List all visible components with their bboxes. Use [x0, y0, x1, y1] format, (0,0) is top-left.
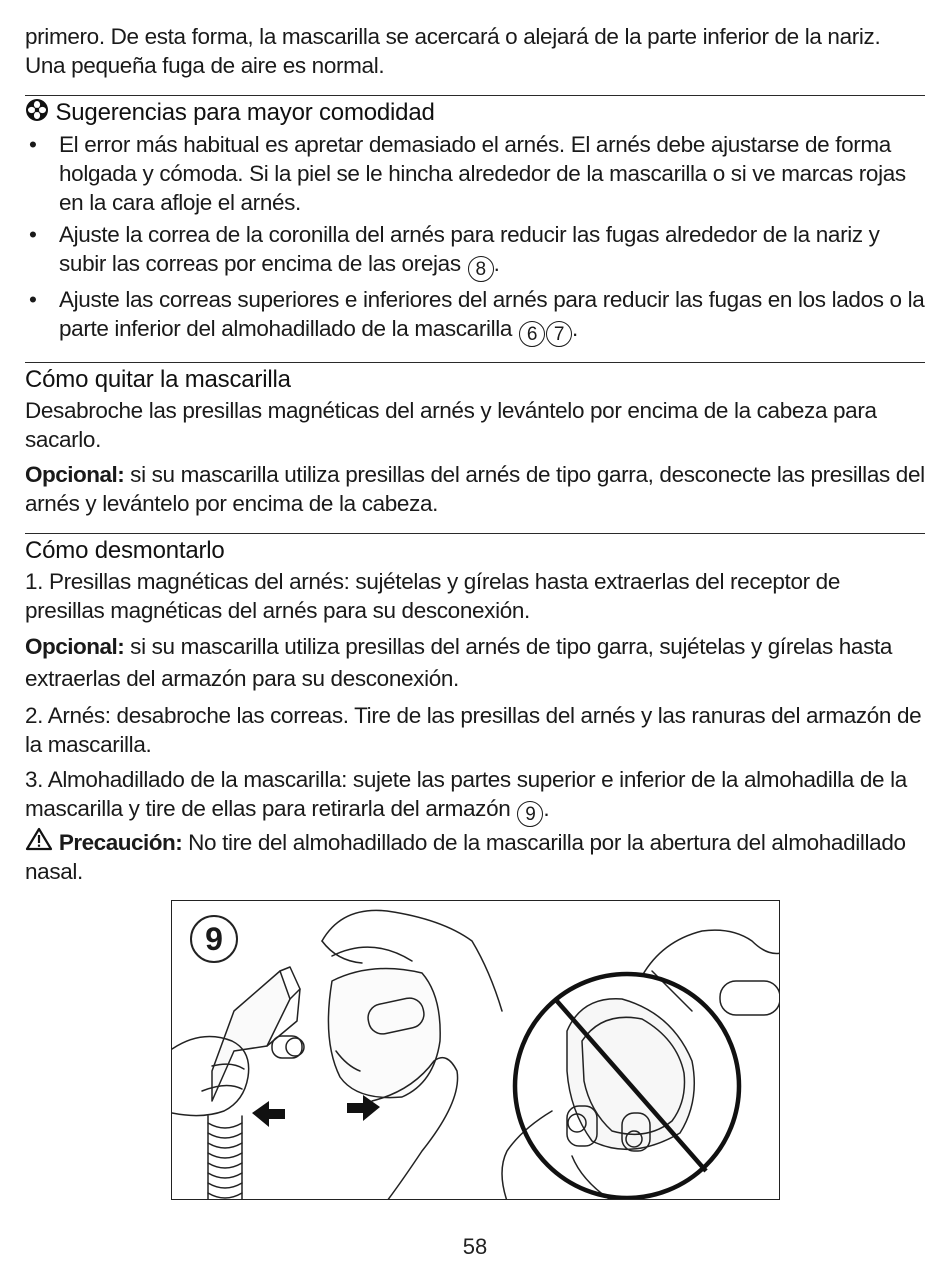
caution: [25, 827, 925, 886]
step-period: .: [543, 796, 550, 821]
intro-paragraph: primero. De esta forma, la mascarilla se acercará o alejará de la parte inferior de la nariz. Una pequeña fuga de aire es normal.: [25, 24, 881, 78]
tip-text-1: El error más habitual es apretar demasiado el arnés. El arnés debe ajustarse de forma holgada y cómoda. Si la piel se le hincha alrededor de la mascarilla o si ve marcas rojas en la cara afloje el arnés.: [59, 132, 906, 215]
page-number: 58: [462, 1234, 488, 1259]
bullet-icon: •: [29, 222, 37, 247]
tip-period: .: [572, 316, 578, 341]
disassemble-optional: [25, 631, 925, 695]
list-item: [25, 220, 925, 282]
step-1: 1. Presillas magnéticas del arnés: sujételas y gírelas hasta extraerlas del receptor de presillas magnéticas del arnés para su desconexión.: [25, 569, 840, 623]
step-3: [25, 765, 925, 827]
caution-text: No tire del almohadillado de la mascarilla por la abertura del almohadillado nasal.: [25, 830, 906, 884]
figure-ref-8: 8: [468, 256, 494, 282]
tips-list: [25, 130, 925, 347]
figure-9-illustration: [171, 900, 780, 1200]
tip-text-2: Ajuste la correa de la coronilla del arnés para reducir las fugas alrededor de la nariz y subir las correas por encima de las orejas: [59, 222, 880, 276]
comfort-icon: [25, 98, 49, 122]
divider: [25, 362, 925, 363]
optional-text: si su mascarilla utiliza presillas del arnés de tipo garra, desconecte las presillas del arnés y levántelo por encima de la cabeza.: [25, 462, 925, 516]
optional-label: Opcional:: [25, 634, 125, 659]
list-item: [25, 130, 925, 217]
warning-icon: [25, 827, 53, 851]
figure-ref-7: 7: [546, 321, 572, 347]
remove-optional: [25, 460, 925, 518]
bullet-icon: •: [29, 287, 37, 312]
divider: [25, 95, 925, 96]
figure-number-badge: 9: [190, 915, 238, 963]
optional-label: Opcional:: [25, 462, 125, 487]
step-2: 2. Arnés: desabroche las correas. Tire de las presillas del arnés y las ranuras del armazón de la mascarilla.: [25, 703, 922, 757]
tips-title: Sugerencias para mayor comodidad: [55, 99, 435, 126]
list-item: [25, 285, 925, 347]
bullet-icon: •: [29, 132, 37, 157]
disassemble-heading: Cómo desmontarlo: [25, 537, 225, 564]
remove-body: Desabroche las presillas magnéticas del arnés y levántelo por encima de la cabeza para sacarlo.: [25, 398, 877, 452]
page-content: [25, 22, 925, 886]
remove-heading: Cómo quitar la mascarilla: [25, 366, 291, 393]
divider: [25, 533, 925, 534]
figure-ref-9: 9: [517, 801, 543, 827]
tip-period: .: [493, 251, 500, 276]
optional-text: si su mascarilla utiliza presillas del arnés de tipo garra, sujételas y gírelas hasta extraerlas del armazón para su desconexión.: [25, 634, 893, 691]
tip-text-3: Ajuste las correas superiores e inferiores del arnés para reducir las fugas en los lados o la parte inferior del almohadillado de la mascarilla: [59, 287, 925, 341]
step-3-text: 3. Almohadillado de la mascarilla: sujete las partes superior e inferior de la almohadilla de la mascarilla y tire de ellas para retirarla del armazón: [25, 767, 907, 821]
figure-ref-6: 6: [519, 321, 545, 347]
caution-label: Precaución:: [58, 830, 183, 855]
illustration-drawing: [172, 901, 780, 1200]
tips-heading: [25, 97, 925, 129]
